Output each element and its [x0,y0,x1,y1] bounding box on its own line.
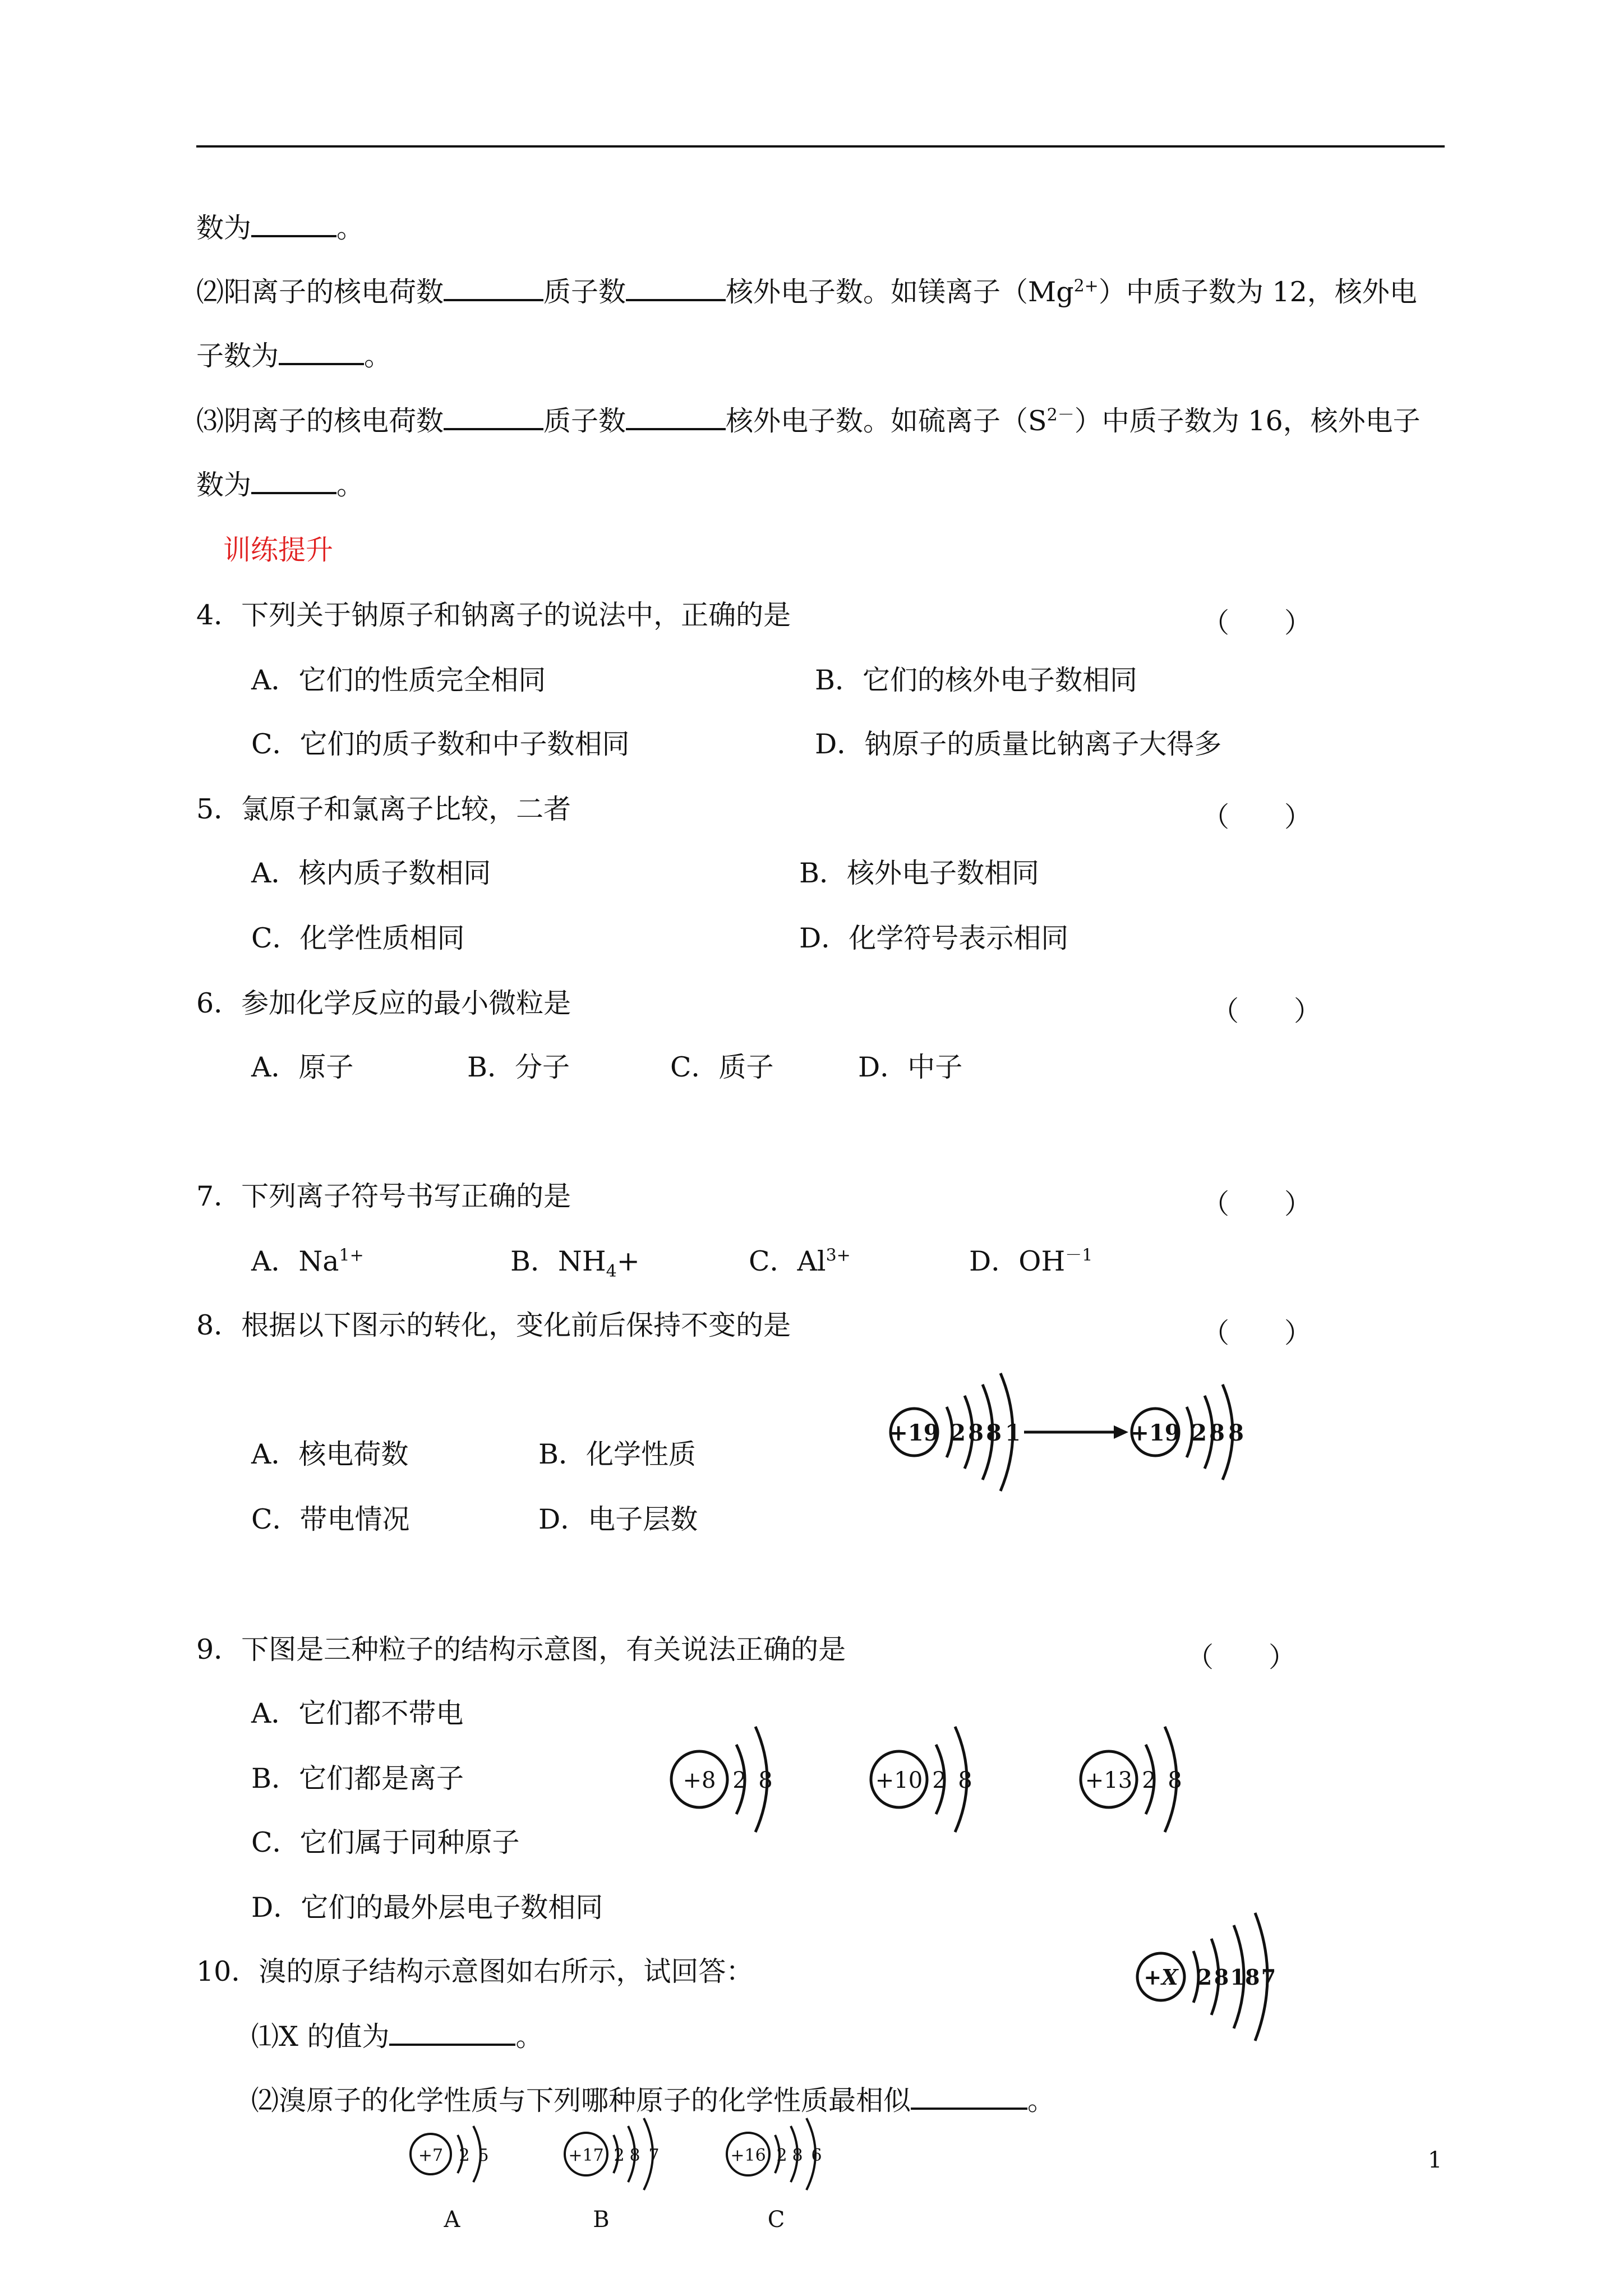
subscript: 4 [606,1261,617,1281]
q8-option-b: B．化学性质 [538,1438,697,1470]
q7-option-b [510,1245,640,1281]
q3-sub2-part-a: ⑵阳离子的核电荷数 [196,276,444,308]
answer-blank[interactable] [444,299,543,301]
q3-line0 [196,214,364,242]
q3-sub3-line2 [196,471,364,499]
answer-paren[interactable]: （ ） [1186,1641,1297,1673]
q10-option-diagrams [404,2115,886,2244]
page-number: 1 [1428,2147,1442,2173]
nucleus-label: +16 [730,2146,766,2165]
q8-option-a: A．核电荷数 [251,1438,409,1470]
q4-stem: 4．下列关于钠原子和钠离子的说法中，正确的是 [196,599,791,631]
conversion-arrow [1024,1425,1128,1439]
q8-stem: 8．根据以下图示的转化，变化前后保持不变的是 [196,1309,791,1341]
q6-stem: 6．参加化学反应的最小微粒是 [196,987,571,1019]
q9-option-c: C．它们属于同种原子 [251,1826,520,1858]
answer-paren[interactable]: （ ） [1211,995,1322,1027]
superscript: 2－ [1046,405,1075,425]
shell-electrons: 2 [732,1768,747,1793]
option-atom-c [727,2118,822,2233]
answer-paren[interactable]: （ ） [1202,801,1312,833]
q9-option-b: B．它们都是离子 [251,1763,464,1795]
q3-sub3-part-a: ⑶阴离子的核电荷数 [196,405,444,437]
shell-electrons: 2 [1191,1420,1207,1446]
q7-option-a [251,1245,364,1277]
nucleus-label: +10 [875,1768,923,1793]
shell-electrons: 2 [1197,1964,1212,1990]
option-label: A [444,2207,460,2233]
q7-stem: 7．下列离子符号书写正确的是 [196,1180,571,1212]
shell-electrons: 8 [1168,1768,1182,1793]
q3-line0-end: 。 [336,212,365,244]
q3-sub2 [196,278,1417,306]
shell-electrons: 2 [932,1768,947,1793]
q7-option-d [969,1245,1093,1277]
shell-electrons: 5 [478,2146,489,2165]
nucleus-label: +19 [889,1420,939,1446]
nucleus-label: +13 [1085,1768,1133,1793]
superscript: 1+ [339,1245,364,1266]
q8-option-c: C．带电情况 [251,1503,410,1535]
q9-stem: 9．下图是三种粒子的结构示意图，有关说法正确的是 [196,1634,846,1665]
answer-paren[interactable]: （ ） [1202,1188,1312,1220]
q8-ion-conversion-diagram [875,1352,1267,1537]
q9-option-a: A．它们都不带电 [251,1697,464,1729]
shell-electrons: 2 [950,1420,966,1446]
particle-structure-1 [671,1727,773,1832]
shell-electrons: 8 [1209,1420,1225,1446]
shell-electrons: 7 [648,2146,660,2165]
answer-blank[interactable] [251,235,336,237]
option-atom-a [411,2126,489,2233]
answer-paren[interactable]: （ ） [1202,1317,1312,1349]
q3-sub2-part-d: ）中质子数为 12，核外电 [1098,276,1417,308]
answer-blank[interactable] [444,428,543,430]
q4-option-d: D．钠原子的质量比钠离子大得多 [815,728,1222,760]
q5-option-d: D．化学符号表示相同 [799,922,1069,954]
q4-option-a: A．它们的性质完全相同 [251,664,546,696]
shell-electrons: 18 [1230,1964,1260,1990]
q3-sub3 [196,407,1421,435]
q9-option-d: D．它们的最外层电子数相同 [251,1892,603,1924]
q3-sub2-line2-end: 。 [364,340,392,372]
option-label: C [767,2207,785,2233]
nucleus-label: +19 [1130,1420,1181,1446]
shell-electrons: 2 [614,2146,625,2165]
q5-stem: 5．氯原子和氯离子比较，二者 [196,793,571,825]
answer-paren[interactable]: （ ） [1202,607,1312,639]
header-rule [196,145,1445,148]
q3-sub3-part-b: 质子数 [543,405,626,437]
nucleus-label: +X [1144,1964,1178,1990]
q7-option-b-tail: + [616,1245,640,1277]
q7-option-b-text: B．NH [510,1245,606,1277]
q3-sub3-line2-text: 数为 [196,469,252,501]
q3-sub3-line2-end: 。 [336,469,365,501]
q10-sub1-end: 。 [515,2021,543,2053]
q6-option-d: D．中子 [858,1051,963,1083]
shell-electrons: 2 [776,2146,787,2165]
shell-electrons: 2 [1142,1768,1156,1793]
q5-option-a: A．核内质子数相同 [251,857,491,889]
q10-sub1-text: ⑴X 的值为 [251,2021,390,2053]
q10-sub2-end: 。 [1027,2085,1055,2116]
bromine-atom-diagram [1122,1890,1301,2059]
q4-option-c: C．它们的质子数和中子数相同 [251,728,630,760]
q10-sub2-text: ⑵溴原子的化学性质与下列哪种原子的化学性质最相似 [251,2085,911,2116]
shell-electrons: 8 [758,1768,773,1793]
q9-particle-diagrams [659,1717,1237,1851]
q5-option-b: B．核外电子数相同 [799,857,1040,889]
q6-option-a: A．原子 [251,1051,354,1083]
q3-sub3-part-c: 核外电子数。如硫离子（S [726,405,1047,437]
particle-structure-3 [1081,1727,1182,1832]
q5-option-c: C．化学性质相同 [251,922,465,954]
shell-electrons: 8 [968,1420,984,1446]
superscript: －1 [1065,1245,1093,1266]
q3-sub2-line2-text: 子数为 [196,340,279,372]
answer-blank[interactable] [911,2108,1027,2110]
shell-electrons: 2 [459,2146,470,2165]
particle-structure-2 [871,1727,972,1832]
q7-option-c-text: C．Al [749,1245,826,1277]
shell-electrons: 8 [1214,1964,1229,1990]
q8-option-d: D．电子层数 [538,1503,698,1535]
shell-electrons: 6 [811,2146,822,2165]
shell-electrons: 8 [629,2146,640,2165]
answer-blank[interactable] [389,2044,515,2046]
q7-option-a-text: A．Na [251,1245,339,1277]
q3-sub2-line2 [196,342,391,370]
shell-electrons: 1 [1005,1420,1021,1446]
nucleus-label: +7 [418,2146,444,2165]
shell-electrons: 7 [1261,1964,1276,1990]
q10-stem: 10．溴的原子结构示意图如右所示，试回答： [196,1955,754,1987]
shell-electrons: 8 [792,2146,803,2165]
q6-option-c: C．质子 [670,1051,774,1083]
answer-blank[interactable] [251,492,336,494]
atom-structure-after [1130,1384,1244,1480]
answer-blank[interactable] [626,428,726,430]
q3-sub3-part-d: ）中质子数为 16，核外电子 [1074,405,1421,437]
q3-line0-text: 数为 [196,212,252,244]
q3-sub2-part-c: 核外电子数。如镁离子（Mg [726,276,1074,308]
q3-sub2-part-b: 质子数 [543,276,626,308]
nucleus-label: +17 [568,2146,604,2165]
superscript: 2+ [1073,276,1099,296]
q10-sub2 [251,2087,1055,2114]
q6-option-b: B．分子 [467,1051,570,1083]
section-title: 训练提升 [223,534,334,566]
nucleus-label: +8 [683,1768,716,1793]
q10-sub1 [251,2021,543,2053]
option-label: B [593,2207,610,2233]
shell-electrons: 8 [1228,1420,1244,1446]
shell-electrons: 8 [986,1420,1002,1446]
answer-blank[interactable] [279,363,364,365]
q7-option-c [749,1245,851,1277]
superscript: 3+ [826,1245,851,1266]
shell-electrons: 8 [958,1768,972,1793]
q7-option-d-text: D．OH [969,1245,1066,1277]
answer-blank[interactable] [626,299,726,301]
q4-option-b: B．它们的核外电子数相同 [815,664,1138,696]
option-atom-b [565,2118,660,2233]
atom-structure-before [889,1373,1021,1491]
